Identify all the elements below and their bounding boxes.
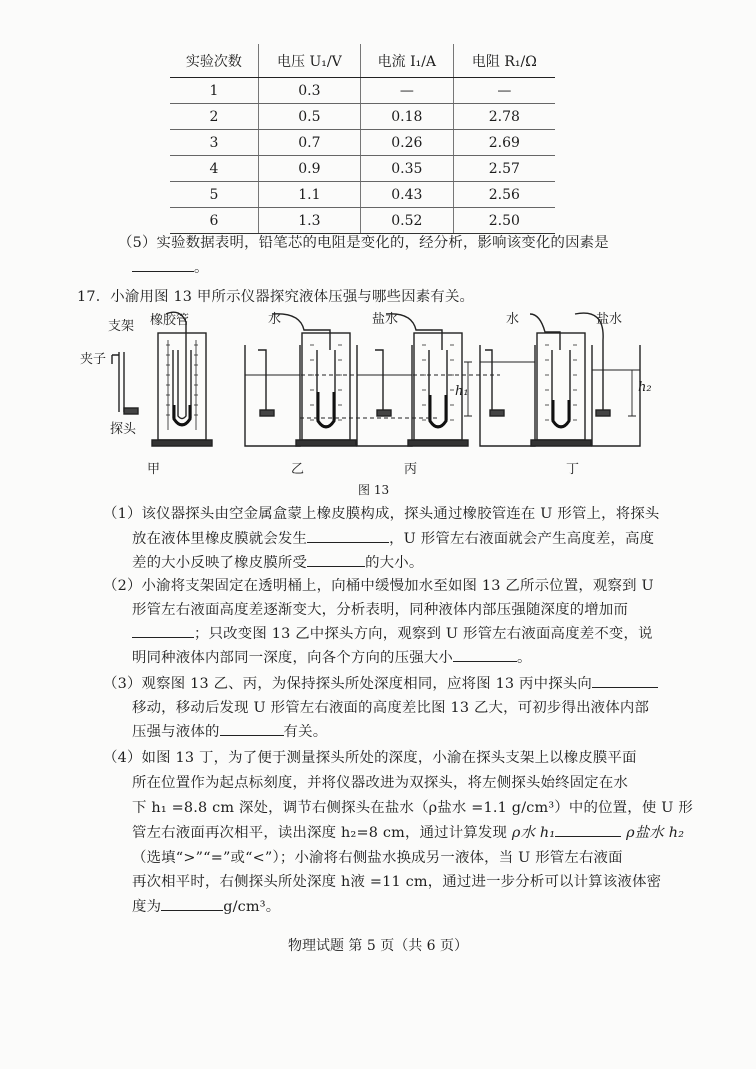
table-row: [170, 156, 555, 182]
p4-line4: [132, 821, 684, 842]
sublabel-jia: 甲: [147, 462, 161, 477]
answer-blank[interactable]: [132, 624, 194, 638]
table-row: [170, 104, 555, 130]
q16-5-line1: （5）实验数据表明，铅笔芯的电阻是变化的，经分析，影响该变化的因素是: [118, 235, 609, 251]
table-cell: 2.78: [453, 104, 555, 130]
table-cell: 6: [170, 208, 258, 234]
label-water-ding: 水: [506, 312, 520, 327]
table-cell: 0.7: [258, 130, 360, 156]
p1-l2b: ，U 形管左右液面就会产生高度差，高度: [389, 531, 655, 547]
sublabel-yi: 乙: [291, 462, 305, 477]
p3-line3: [132, 720, 327, 741]
p1-l2a: 放在液体里橡皮膜就会发生: [132, 531, 308, 547]
p4-line1: （4）如图 13 丁，为了便于测量探头所处的深度，小渝在探头支架上以橡皮膜平面: [103, 750, 637, 766]
p2-line2: 形管左右液面高度差逐渐变大，分析表明，同种液体内部压强随深度的增加而: [132, 602, 629, 618]
p4-l4c: ρ盐水 h₂: [626, 825, 685, 841]
table-cell: 3: [170, 130, 258, 156]
p3-line2: 移动，移动后发现 U 形管左右液面的高度差比图 13 乙大，可初步得出液体内部: [132, 700, 650, 716]
p4-line6: 再次相平时，右侧探头所处深度 h液 =11 cm，通过进一步分析可以计算该液体密: [132, 874, 662, 890]
answer-blank[interactable]: [220, 722, 284, 736]
p3-l3b: 有关。: [283, 724, 328, 740]
table-cell: 5: [170, 182, 258, 208]
p2-l3b: ；只改变图 13 乙中探头方向，观察到 U 形管左右液面高度差不变，说: [194, 626, 653, 642]
table-cell: 0.3: [258, 78, 360, 104]
p4-l7b: g/cm³。: [223, 899, 281, 915]
data-table: [170, 44, 555, 234]
label-water-yi: 水: [268, 312, 282, 327]
p4-l4b: ρ水 h₁: [511, 825, 556, 841]
table-cell: 2: [170, 104, 258, 130]
sublabel-ding: 丁: [566, 462, 580, 477]
label-brine-ding: 盐水: [596, 312, 623, 327]
table-cell: 0.9: [258, 156, 360, 182]
table-cell: 0.52: [360, 208, 453, 234]
table-cell: 0.18: [360, 104, 453, 130]
p4-line7: [132, 895, 280, 916]
table-cell: 2.69: [453, 130, 555, 156]
table-row: [170, 130, 555, 156]
figure-yi: [245, 314, 356, 446]
table-cell: —: [453, 78, 555, 104]
sublabel-bing: 丙: [404, 462, 418, 477]
label-h2: h₂: [638, 380, 652, 395]
table-cell: 2.57: [453, 156, 555, 182]
table-header-row: [170, 44, 555, 78]
p4-l7a: 度为: [132, 899, 162, 915]
p3-line1: [103, 672, 658, 693]
q16-5-line2: [132, 256, 209, 277]
p2-line4: [132, 646, 532, 667]
table-cell: 2.56: [453, 182, 555, 208]
q17-intro: 17．小渝用图 13 甲所示仪器探究液体压强与哪些因素有关。: [77, 289, 475, 305]
label-tube: 橡胶管: [150, 313, 190, 328]
p4-line2: 所在位置作为起点标刻度，并将仪器改进为双探头，将左侧探头始终固定在水: [132, 775, 629, 791]
p4-line3: 下 h₁ =8.8 cm 深处，调节右侧探头在盐水（ρ盐水 =1.1 g/cm³）中的位置，使 U 形: [132, 800, 693, 816]
answer-blank[interactable]: [307, 553, 365, 567]
figure-caption: 图 13: [358, 483, 390, 497]
page-footer: 物理试题 第 5 页（共 6 页）: [287, 938, 469, 954]
p1-line1: （1）该仪器探头由空金属盒蒙上橡皮膜构成，探头通过橡胶管连在 U 形管上，将探头: [103, 506, 660, 522]
header-trial: 实验次数: [170, 44, 258, 78]
p3-l1a: （3）观察图 13 乙、丙，为保持探头所处深度相同，应将图 13 丙中探头向: [103, 676, 593, 692]
p2-l4a: 明同种液体内部同一深度，向各个方向的压强大小: [132, 650, 453, 666]
answer-blank[interactable]: [453, 648, 517, 662]
q16-5-end: 。: [194, 260, 209, 276]
table-cell: 4: [170, 156, 258, 182]
p4-l4a: 管左右液面再次相平，读出深度 h₂=8 cm，通过计算发现: [132, 825, 508, 841]
table-cell: —: [360, 78, 453, 104]
figure-bing: [357, 314, 468, 446]
p2-line3: [132, 622, 653, 643]
answer-blank[interactable]: [161, 897, 223, 911]
answer-blank[interactable]: [592, 674, 658, 688]
header-current: 电流 I₁/A: [360, 44, 453, 78]
answer-blank[interactable]: [132, 258, 194, 272]
table-cell: 0.26: [360, 130, 453, 156]
answer-blank[interactable]: [307, 529, 389, 543]
p1-l3a: 差的大小反映了橡皮膜所受: [132, 555, 308, 571]
label-bracket: 支架: [108, 319, 135, 334]
table-cell: 0.35: [360, 156, 453, 182]
header-resistance: 电阻 R₁/Ω: [453, 44, 555, 78]
table-row: [170, 78, 555, 104]
p1-line2: [132, 527, 654, 548]
label-clamp: 夹子: [80, 352, 107, 367]
answer-blank[interactable]: [555, 823, 621, 837]
p3-l3a: 压强与液体的: [132, 724, 220, 740]
table-row: [170, 182, 555, 208]
table-cell: 1: [170, 78, 258, 104]
p2-l4b: 。: [517, 650, 532, 666]
table-cell: 2.50: [453, 208, 555, 234]
table-cell: 0.5: [258, 104, 360, 130]
label-brine-bing: 盐水: [372, 312, 399, 327]
p4-line5: （选填“>”“=”或“<”）；小渝将右侧盐水换成另一液体，当 U 形管左右液面: [132, 850, 623, 866]
figure-ding: [464, 313, 640, 446]
header-voltage: 电压 U₁/V: [258, 44, 360, 78]
table-cell: 1.3: [258, 208, 360, 234]
label-probe: 探头: [110, 422, 137, 437]
table-cell: 0.43: [360, 182, 453, 208]
p1-l3b: 的大小。: [365, 555, 424, 571]
label-h1: h₁: [455, 384, 469, 399]
table-cell: 1.1: [258, 182, 360, 208]
p1-line3: [132, 551, 423, 572]
table-row: [170, 208, 555, 234]
p2-line1: （2）小渝将支架固定在透明桶上，向桶中缓慢加水至如图 13 乙所示位置，观察到 U: [103, 578, 654, 594]
